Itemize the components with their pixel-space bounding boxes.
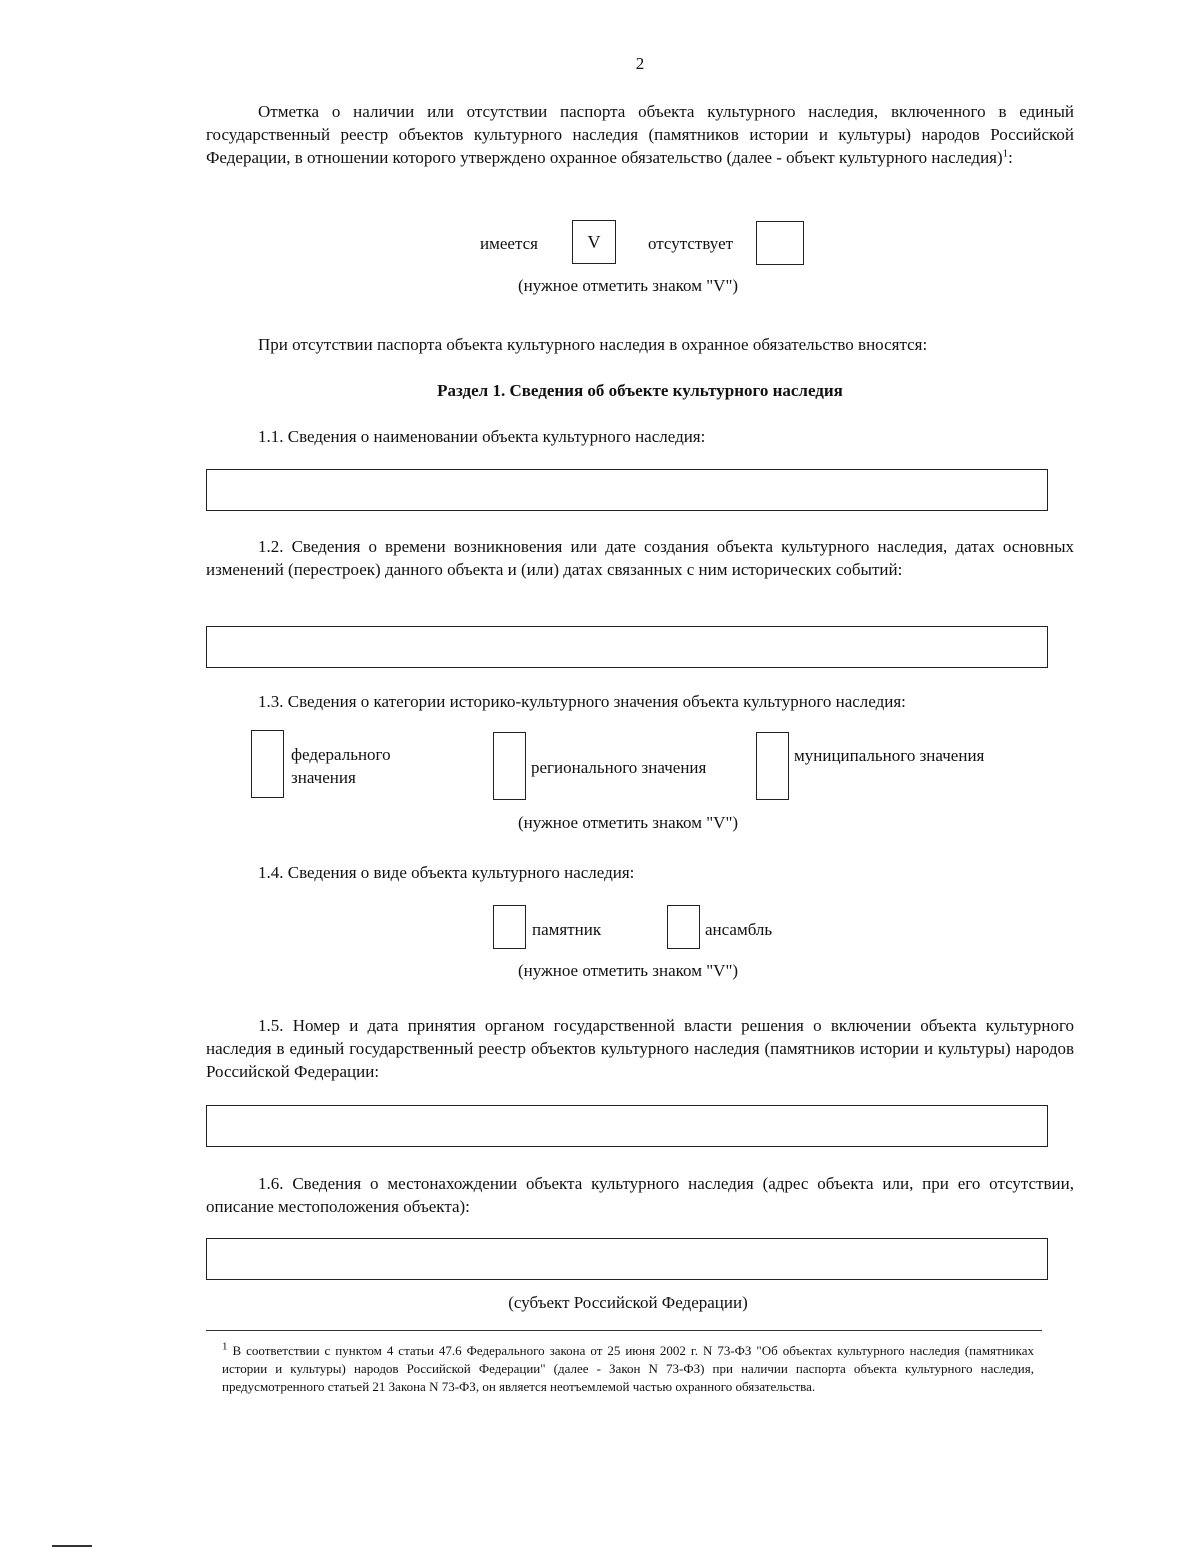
regional-checkbox[interactable] xyxy=(493,732,526,800)
item-1-5: 1.5. Номер и дата принятия органом государственной власти решения о включении объекта культурного наследия в единый государственный реестр объектов культурного наследия (памятников истории и культуры) народов Российской Федерации: xyxy=(206,1016,1074,1081)
item-1-4: 1.4. Сведения о виде объекта культурного наследия: xyxy=(258,863,635,882)
location-field[interactable] xyxy=(206,1238,1048,1280)
passport-absent-label: отсутствует xyxy=(648,234,734,253)
absence-intro: При отсутствии паспорта объекта культурного наследия в охранное обязательство вносятся: xyxy=(258,335,928,354)
registry-decision-field[interactable] xyxy=(206,1105,1048,1147)
federal-checkbox[interactable] xyxy=(251,730,284,798)
footnote-text: В соответствии с пунктом 4 статьи 47.6 Федерального закона от 25 июня 2002 г. N 73-ФЗ "Об объектах культурного наследия (памятниках истории и культуры) народов Российской Федерации" (далее - Закон N 73-ФЗ) при наличии паспорта объекта культурного наследия, предусмотренного статьей 21 Закона N 73-ФЗ, он является неотъемлемой частью охранного обязательства. xyxy=(222,1343,1035,1394)
ensemble-label: ансамбль xyxy=(705,920,773,939)
scan-edge-mark xyxy=(52,1545,92,1547)
mark-hint-3: (нужное отметить знаком "V") xyxy=(517,961,739,980)
footnote-marker: 1 xyxy=(222,1340,228,1353)
regional-label: регионального значения xyxy=(531,758,707,777)
passport-exists-mark: V xyxy=(587,232,601,252)
mark-hint-2: (нужное отметить знаком "V") xyxy=(517,813,739,832)
passport-note-text: Отметка о наличии или отсутствии паспорта объекта культурного наследия, включенного в единый государственный реестр объектов культурного наследия (памятников истории и культуры) народов Российской Федерации, в отношении которого утверждено охранное обязательство (далее - объект культурного наследия) xyxy=(206,102,1074,167)
passport-exists-checkbox[interactable] xyxy=(572,220,616,264)
creation-date-field[interactable] xyxy=(206,626,1048,668)
page-number: 2 xyxy=(635,54,645,73)
subject-caption: (субъект Российской Федерации) xyxy=(508,1293,748,1312)
passport-note xyxy=(206,100,1074,169)
object-name-field[interactable] xyxy=(206,469,1048,511)
federal-label-line1: федерального xyxy=(291,745,391,764)
passport-absent-checkbox[interactable] xyxy=(756,221,804,265)
item-1-2: 1.2. Сведения о времени возникновения или дате создания объекта культурного наследия, датах основных изменений (перестроек) данного объекта и (или) датах связанных с ним исторических событий: xyxy=(206,537,1074,579)
federal-label xyxy=(291,743,391,789)
ensemble-checkbox[interactable] xyxy=(667,905,700,949)
municipal-checkbox[interactable] xyxy=(756,732,789,800)
municipal-label: муниципального значения xyxy=(794,746,985,765)
section-title: Раздел 1. Сведения об объекте культурного наследия xyxy=(437,381,843,400)
monument-checkbox[interactable] xyxy=(493,905,526,949)
passport-exists-label: имеется xyxy=(480,234,538,253)
federal-label-line2: значения xyxy=(291,768,356,787)
footnote xyxy=(222,1342,1034,1396)
item-1-1: 1.1. Сведения о наименовании объекта культурного наследия: xyxy=(258,427,706,446)
passport-note-suffix: : xyxy=(1008,148,1013,167)
footnote-ref: 1 xyxy=(1002,147,1009,160)
item-1-3: 1.3. Сведения о категории историко-культурного значения объекта культурного наследия: xyxy=(258,692,906,711)
footnote-divider xyxy=(206,1330,1042,1331)
item-1-6: 1.6. Сведения о местонахождении объекта культурного наследия (адрес объекта или, при его отсутствии, описание местоположения объекта): xyxy=(206,1174,1074,1216)
mark-hint-1: (нужное отметить знаком "V") xyxy=(517,276,739,295)
monument-label: памятник xyxy=(532,920,602,939)
